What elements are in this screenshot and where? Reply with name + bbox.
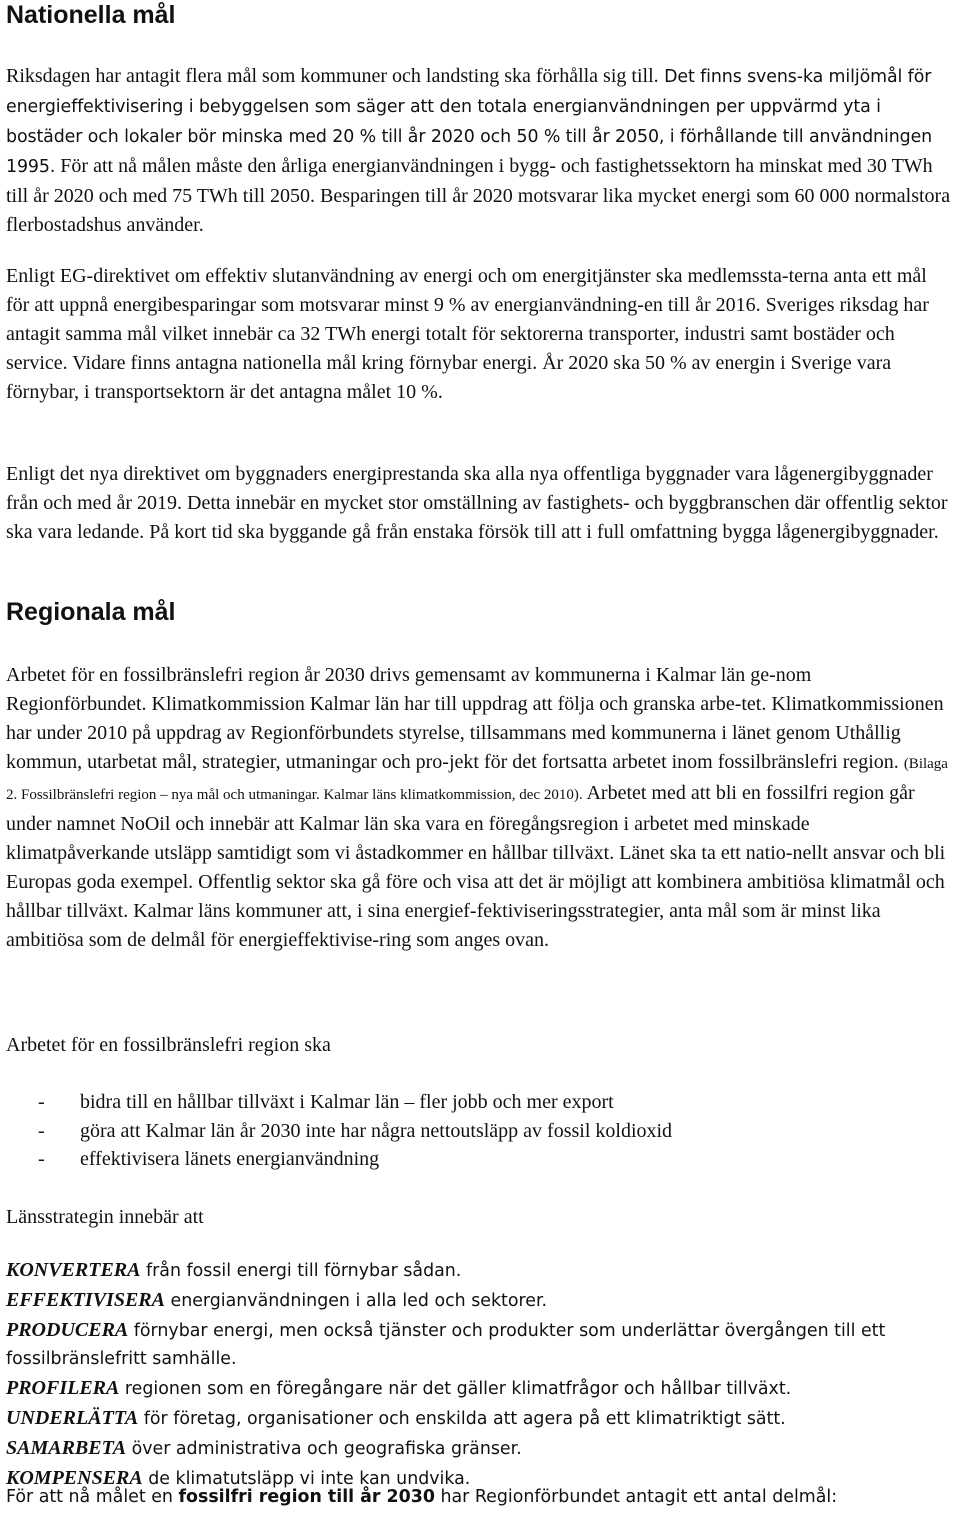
strategy-item [6,1374,952,1404]
paragraph-text: Arbetet för en fossilbränslefri region år 2030 drivs gemensamt av kommunerna i Kalmar län ge-nom Regionförbundet. Klimatkommission Kalmar län har till uppdrag att följa och granska arbe-tet. Klimatkommissionen har under 2010 på uppdrag av Regionförbundets styrelse, tillsammans med kommunerna i länet genom Uthållig kommun, utarbetat mål, strategier, utmaningar och pro-jekt för det fortsatta arbetet inom fossilbränslefri region. [6,664,944,773]
list-dash: - [38,1148,45,1170]
paragraph-text: har Regionförbundet antagit ett antal delmål: [434,1487,838,1507]
strategy-item [6,1286,952,1316]
list-item [38,1117,672,1146]
strategy-keyword: PRODUCERA [6,1318,129,1341]
goals-list [38,1088,672,1174]
strategy-item [6,1256,952,1286]
paragraph-subgoals-intro [6,1484,956,1510]
paragraph-riksdag-goals [6,62,952,240]
paragraph-text: Arbetet med att bli en fossilfri region går under namnet NoOil och innebär att Kalmar län ska vara en föregångsregion i arbetet med minskade klimatpåverkande utsläpp samtidigt som vi åstadkommer en hållbar tillväxt. Länet ska ta ett natio-nellt ansvar och bli Europas goda exempel. Offentlig sektor ska gå före och visa att det är möjligt att kombinera ambitiösa klimatmål och hållbar tillväxt. Kalmar läns kommuner att, i sina energief-fektiviseringsstrategier, anta mål som är minst lika ambitiösa som de delmål för energieffektivise-ring som anges ovan. [6,782,946,951]
paragraph-text: För att nå målen måste den årliga energianvändningen i bygg- och fastighetssektorn ha minskat med 30 TWh till år 2020 och med 75 TWh till 2050. Besparingen till år 2020 motsvarar lika mycket energi som 60 000 normalstora flerbostadshus använder. [6,155,951,236]
paragraph-text: För att nå målet en [6,1487,179,1507]
strategy-text: från fossil energi till förnybar sådan. [140,1261,462,1281]
strategy-keyword: KOMPENSERA [6,1466,143,1489]
strategy-text: de klimatutsläpp vi inte kan undvika. [142,1468,471,1489]
strategy-text: för företag, organisationer och enskilda att agera på ett klimatriktigt sätt. [138,1408,786,1429]
paragraph-building-directive: Enligt det nya direktivet om byggnaders energiprestanda ska alla nya offentliga byggnader vara lågenergibyggnader från och med år 2019. Detta innebär en mycket stor omställning av fastighets- och byggbranschen där offentlig sektor ska vara ledande. På kort tid ska byggande gå från enstaka försök till att i full omfattning bygga lågenergibyggnader. [6,463,948,543]
section-heading-national: Nationella mål [6,1,176,29]
paragraph-region-should: Arbetet för en fossilbränslefri region ska [6,1034,331,1056]
paragraph-eg-directive: Enligt EG-direktivet om effektiv slutanvändning av energi och om energitjänster ska medlemssta-terna anta ett mål för att uppnå energibesparingar som motsvarar minst 9 % av energianvändning-en till år 2016. Sveriges riksdag har antagit samma mål vilket innebär ca 32 TWh energi totalt för sektorerna transporter, industri samt bostäder och service. Vidare finns antagna nationella mål kring förnybar energi. År 2020 ska 50 % av energin i Sverige vara förnybar, i transportsektorn är det antagna målet 10 %. [6,265,929,403]
list-dash: - [38,1091,45,1113]
list-item-text: bidra till en hållbar tillväxt i Kalmar län – fler jobb och mer export [80,1091,614,1113]
list-item [38,1088,672,1117]
paragraph-strategy-intro: Länsstrategin innebär att [6,1206,204,1228]
list-item-text: göra att Kalmar län år 2030 inte har några nettoutsläpp av fossil koldioxid [80,1119,673,1142]
strategy-keyword: PROFILERA [6,1377,120,1400]
strategy-keyword: UNDERLÄTTA [6,1406,139,1429]
strategy-text: förnybar energi, men också tjänster och produkter som underlättar övergången till ett fossilbränslefritt samhälle. [6,1320,886,1370]
list-dash: - [38,1119,45,1142]
strategy-list [6,1256,952,1493]
strategy-item [6,1404,952,1434]
strategy-text: energianvändningen i alla led och sektorer. [164,1290,548,1311]
strategy-text: över administrativa och geografiska gränser. [126,1438,522,1459]
list-item [38,1145,672,1174]
strategy-text: regionen som en föregångare när det gäller klimatfrågor och hållbar tillväxt. [119,1379,792,1400]
strategy-keyword: SAMARBETA [6,1436,127,1459]
strategy-item [6,1434,952,1464]
strategy-keyword: KONVERTERA [6,1259,141,1281]
paragraph-fossil-free-region [6,661,952,955]
paragraph-text: Riksdagen har antagit flera mål som kommuner och landsting ska förhålla sig till. [6,65,659,87]
emphasis-text: fossilfri region till år 2030 [178,1487,435,1507]
paragraph-text-sans: Det finns svens-ka miljömål för energieffektivisering i bebyggelsen som säger att den totala energianvändningen per uppvärmd yta i bostäder och lokaler bör minska med 20 % till år 2020 och 50 % till år 2050, i förhållande till användningen 1995. [6,67,933,177]
reference-note: (Bilaga 2. Fossilbränslefri region – nya mål och utmaningar. Kalmar läns klimatkommission, dec 2010). [6,756,948,803]
section-heading-regional: Regionala mål [6,598,176,626]
list-item-text: effektivisera länets energianvändning [80,1148,380,1170]
strategy-item [6,1316,952,1375]
strategy-keyword: EFFEKTIVISERA [6,1288,165,1311]
